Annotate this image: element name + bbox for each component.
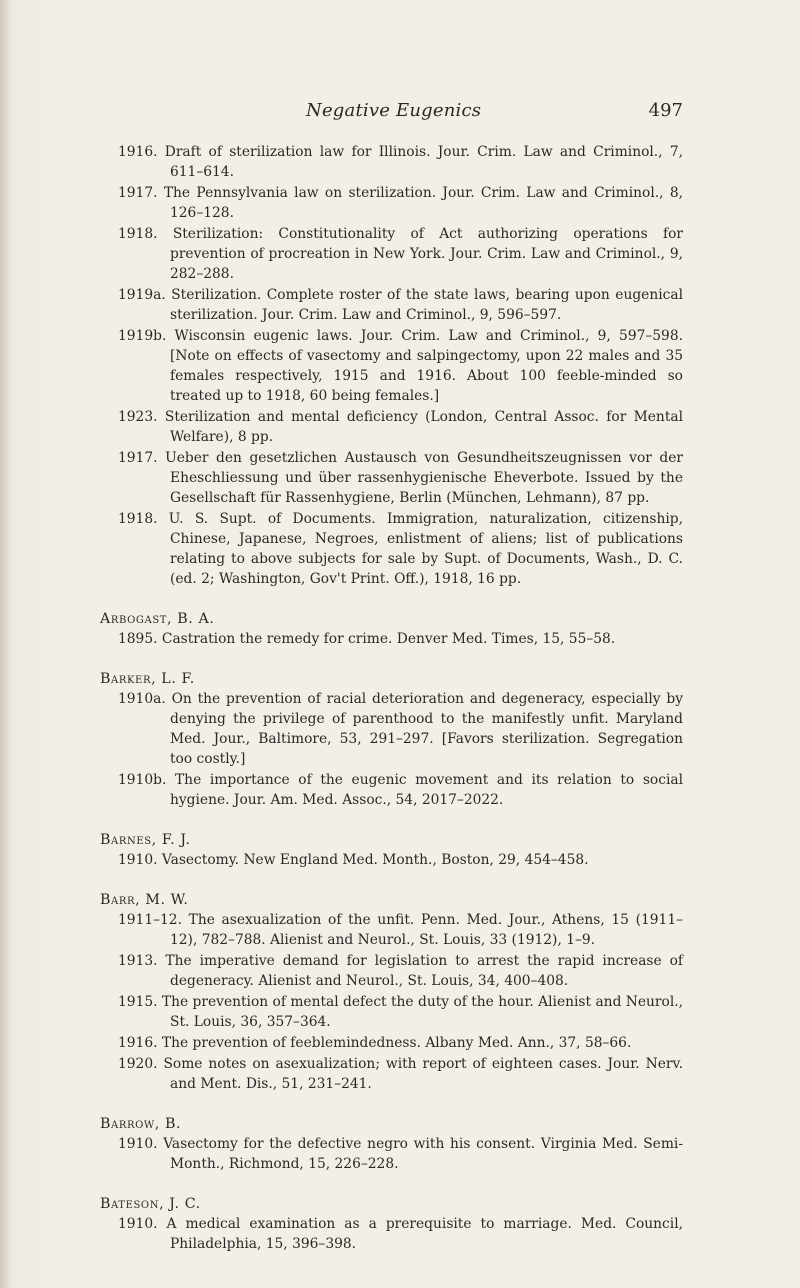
- entry-year: 1913.: [118, 953, 158, 969]
- author-heading: Bateson, J. C.: [100, 1196, 201, 1212]
- bibliography-entry: [118, 1054, 683, 1094]
- bibliography-entry: [118, 1033, 683, 1053]
- entry-year: 1919a.: [118, 287, 166, 303]
- entry-year: 1923.: [118, 409, 158, 425]
- bibliography-entry: [118, 629, 683, 649]
- entry-year: 1895.: [118, 631, 158, 647]
- entry-text: Wisconsin eugenic laws. Jour. Crim. Law and Criminol., 9, 597–598. [Note on effects of vasectomy and salpingectomy, upon 22 males and 35 females respectively, 1915 and 1916. About 100 feeble-minded so treated up to 1918, 60 being females.]: [170, 328, 683, 404]
- bibliography-entry: [118, 992, 683, 1032]
- entry-year: 1915.: [118, 994, 158, 1010]
- entry-year: 1910.: [118, 852, 158, 868]
- bibliography-entry: [118, 183, 683, 223]
- entry-year: 1918.: [118, 226, 158, 242]
- bibliography-entry: [118, 407, 683, 447]
- entry-year: 1917.: [118, 450, 158, 466]
- entry-text: Draft of sterilization law for Illinois. Jour. Crim. Law and Criminol., 7, 611–614.: [164, 144, 683, 180]
- author-heading: Barr, M. W.: [100, 892, 189, 908]
- entry-text: Vasectomy for the defective negro with his consent. Virginia Med. Semi-Month., Richmond, 15, 226–228.: [163, 1136, 683, 1172]
- entry-text: On the prevention of racial deterioration and degeneracy, especially by denying the privilege of parenthood to the manifestly unfit. Maryland Med. Jour., Baltimore, 53, 291–297. [Favors sterilization. Segregation too costly.]: [170, 691, 684, 767]
- entry-text: The asexualization of the unfit. Penn. Med. Jour., Athens, 15 (1911–12), 782–788. Alienist and Neurol., St. Louis, 33 (1912), 1–9.: [170, 912, 683, 948]
- entry-text: Castration the remedy for crime. Denver Med. Times, 15, 55–58.: [161, 631, 616, 647]
- running-title: Negative Eugenics: [306, 100, 482, 121]
- entry-text: Sterilization and mental deficiency (London, Central Assoc. for Mental Welfare), 8 pp.: [164, 409, 684, 445]
- entry-year: 1919b.: [118, 328, 167, 344]
- entry-text: A medical examination as a prerequisite to marriage. Med. Council, Philadelphia, 15, 396–398.: [166, 1216, 684, 1252]
- bibliography-entry: [118, 448, 683, 508]
- entry-year: 1916.: [118, 1035, 158, 1051]
- entry-year: 1910b.: [118, 772, 167, 788]
- bibliography-entry: [118, 285, 683, 325]
- entry-year: 1917.: [118, 185, 158, 201]
- entry-year: 1916.: [118, 144, 158, 160]
- entry-text: The imperative demand for legislation to arrest the rapid increase of degeneracy. Alienist and Neurol., St. Louis, 34, 400–408.: [165, 953, 683, 989]
- bibliography-entry: [118, 689, 683, 769]
- author-heading: Barnes, F. J.: [100, 832, 191, 848]
- entry-text: Ueber den gesetzlichen Austausch von Gesundheitszeugnissen vor der Eheschliessung und über rassenhygienische Eheverbote. Issued by the Gesellschaft für Rassenhygiene, Berlin (München, Lehmann), 87 pp.: [165, 450, 684, 506]
- bibliography-entry: [118, 1134, 683, 1174]
- entry-text: Vasectomy. New England Med. Month., Boston, 29, 454–458.: [161, 852, 589, 868]
- bibliography-entry: [118, 509, 683, 589]
- bibliography-entry: [118, 224, 683, 284]
- entry-year: 1920.: [118, 1056, 158, 1072]
- entry-text: U. S. Supt. of Documents. Immigration, naturalization, citizenship, Chinese, Japanese, Negroes, enlistment of aliens; list of publications relating to above subjects for sale by Supt. of Documents, Wash., D. C. (ed. 2; Washington, Gov't Print. Off.), 1918, 16 pp.: [168, 511, 684, 587]
- entry-text: Sterilization: Constitutionality of Act authorizing operations for prevention of procreation in New York. Jour. Crim. Law and Criminol., 9, 282–288.: [170, 226, 683, 282]
- entry-text: The Pennsylvania law on sterilization. Jour. Crim. Law and Criminol., 8, 126–128.: [163, 185, 683, 221]
- bibliography-entry: [118, 1214, 683, 1254]
- page-spine-shadow: [0, 0, 10, 1288]
- entry-text: Sterilization. Complete roster of the state laws, bearing upon eugenical sterilization. Jour. Crim. Law and Criminol., 9, 596–597.: [170, 287, 683, 323]
- author-heading: Arbogast, B. A.: [100, 611, 215, 627]
- entry-year: 1910a.: [118, 691, 166, 707]
- bibliography-entry: [118, 910, 683, 950]
- entry-text: Some notes on asexualization; with report of eighteen cases. Jour. Nerv. and Ment. Dis., 51, 231–241.: [163, 1056, 683, 1092]
- entry-text: The importance of the eugenic movement and its relation to social hygiene. Jour. Am. Med. Assoc., 54, 2017–2022.: [170, 772, 683, 808]
- entry-text: The prevention of feeblemindedness. Albany Med. Ann., 37, 58–66.: [161, 1035, 632, 1051]
- entry-year: 1910.: [118, 1216, 158, 1232]
- running-head: [118, 100, 683, 126]
- entry-year: 1911–12.: [118, 912, 182, 928]
- page-number: 497: [648, 100, 683, 121]
- bibliography-entry: [118, 850, 683, 870]
- bibliography-entry: [118, 326, 683, 406]
- entry-year: 1910.: [118, 1136, 158, 1152]
- entry-year: 1918.: [118, 511, 158, 527]
- bibliography: [100, 142, 684, 1255]
- author-heading: Barker, L. F.: [100, 671, 195, 687]
- bibliography-entry: [118, 951, 683, 991]
- bibliography-entry: [118, 770, 683, 810]
- entry-text: The prevention of mental defect the duty of the hour. Alienist and Neurol., St. Louis, 36, 357–364.: [161, 994, 684, 1030]
- bibliography-entry: [118, 142, 683, 182]
- author-heading: Barrow, B.: [100, 1116, 182, 1132]
